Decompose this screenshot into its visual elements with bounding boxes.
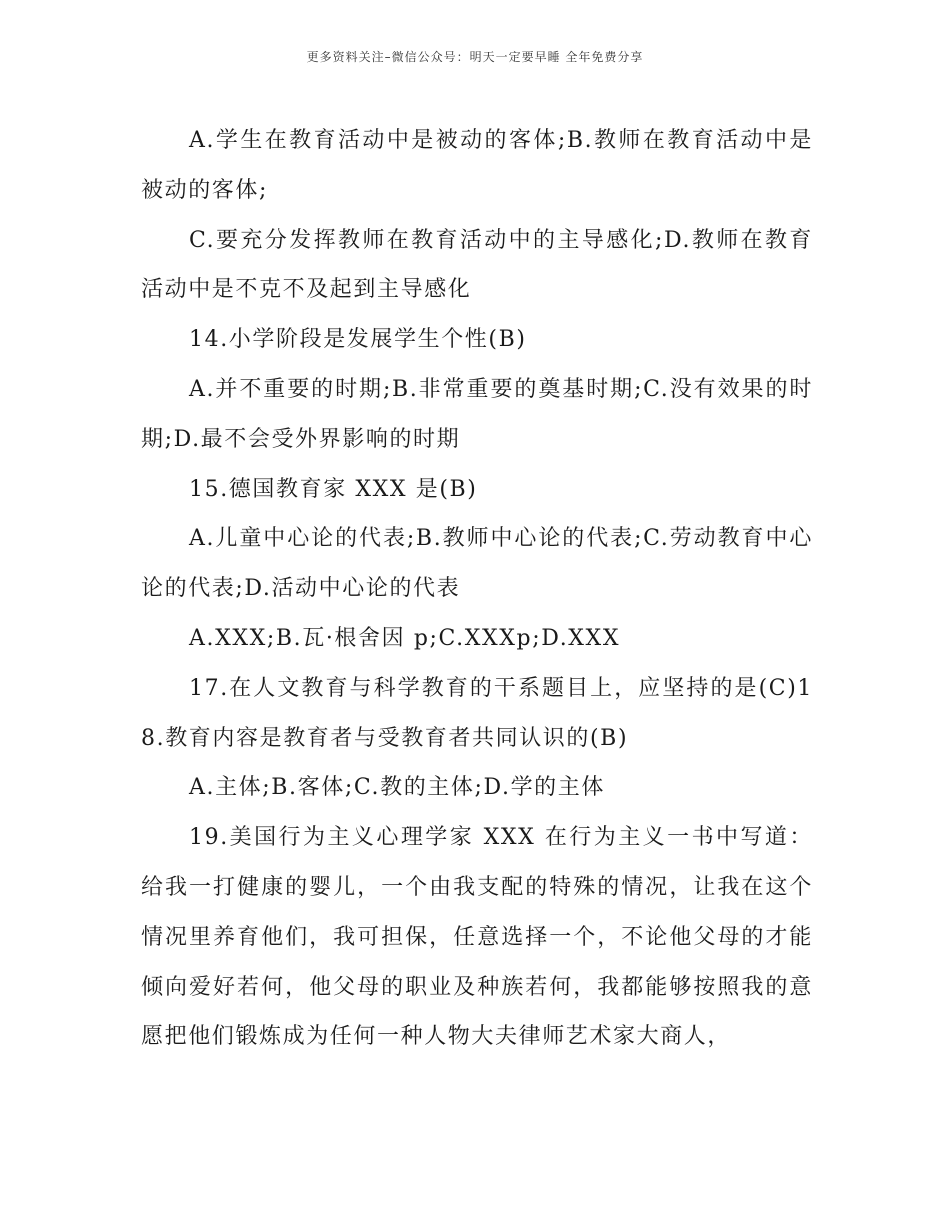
question-14: 14.小学阶段是发展学生个性(B) — [189, 327, 527, 353]
options-15: A.儿童中心论的代表;B.教师中心论的代表;C.劳动教育中心论的代表;D.活动中心论的代表 — [141, 526, 813, 602]
paragraph-options-13-cd: C.要充分发挥教师在教育活动中的主导感化;D.教师在教育活动中是不克不及起到主导感化 — [141, 227, 813, 303]
options-16: A.XXX;B.瓦·根舍因 p;C.XXXp;D.XXX — [189, 625, 621, 651]
options-18: A.主体;B.客体;C.教的主体;D.学的主体 — [189, 775, 605, 801]
options-14: A.并不重要的时期;B.非常重要的奠基时期;C.没有效果的时期;D.最不会受外界影响的时期 — [141, 376, 813, 452]
question-17-18: 17.在人文教育与科学教育的干系题目上，应坚持的是(C)18.教育内容是教育者与受教育者共同认识的(B) — [141, 675, 813, 751]
question-15: 15.德国教育家 XXX 是(B) — [189, 476, 478, 502]
page-header: 更多资料关注–微信公众号：明天一定要早睡 全年免费分享 — [306, 50, 644, 64]
document-body — [141, 116, 813, 1062]
paragraph-options-13-ab: A.学生在教育活动中是被动的客体;B.教师在教育活动中是被动的客体; — [141, 128, 813, 203]
question-19: 19.美国行为主义心理学家 XXX 在行为主义一书中写道：给我一打健康的婴儿，一个由我支配的特殊的情况，让我在这个情况里养育他们，我可担保，任意选择一个，不论他父母的才能倾向爱好若何，他父母的职业及种族若何，我都能够按照我的意愿把他们锻炼成为任何一种人物大夫律师艺术家大商人， — [141, 825, 813, 1050]
